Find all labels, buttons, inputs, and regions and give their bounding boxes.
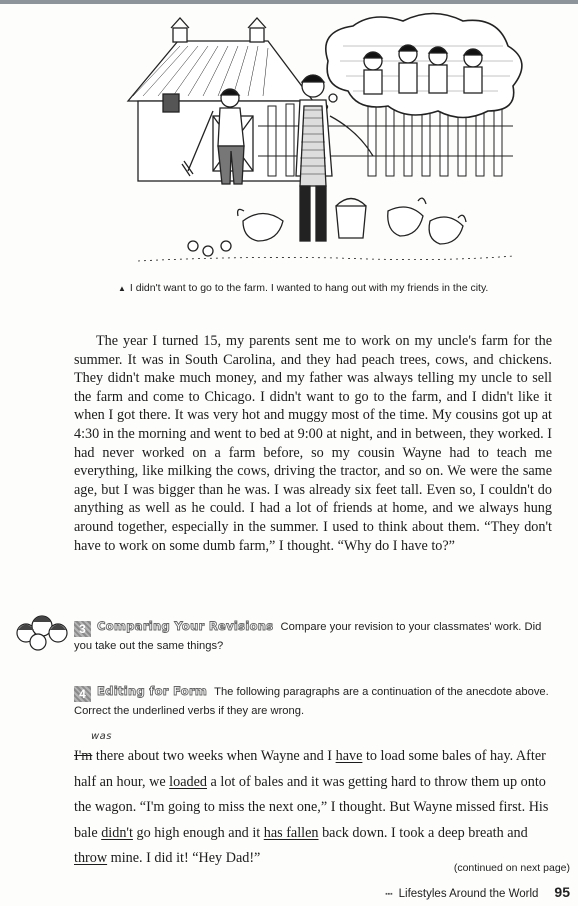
section-number-badge: 4 (74, 686, 91, 702)
farm-illustration (118, 6, 538, 276)
handwritten-correction: was (91, 731, 113, 742)
section-title: Editing for Form (97, 684, 208, 698)
story-paragraph: The year I turned 15, my parents sent me to work on my uncle's farm for the summer. It was in South Carolina, and they had peach trees, cows, and chickens. They didn't make much money, and my father was always telling my uncle to sell the farm and come to Chicago. I didn't want to go to the farm, and I didn't like it when I got there. It was very hot and muggy most of the time. My cousins got up at 4:30 in the morning and went to bed at 9:00 at night, and in between, they worked. I had never worked on a farm before, so my cousin Wayne had to teach me everything, like milking the cows, driving the tractor, and so on. We were the same age, but I was bigger than he was. I was already six feet tall. Even so, I couldn't do anything as well as he could. I had a lot of friends at home, and we always hung around together, especially in the summer. I used to think about them. “They don't have to work on some dumb farm,” I thought. “Why do I have to?” (74, 333, 552, 554)
running-title: Lifestyles Around the World (398, 888, 539, 900)
section-instructions: Compare your revision to your classmates' work. Did you take out the same things? (74, 621, 542, 652)
figure-caption (118, 282, 538, 294)
exercise-text: a lot of bales and it was getting hard to throw them up onto the wagon. “I'm going to miss the next one,” I thought. But Wayne missed first. His bale (74, 773, 549, 841)
underlined-verb: has fallen (263, 824, 319, 841)
exercise-paragraph (74, 744, 552, 872)
section-editing-for-form (74, 682, 554, 720)
page-number: 95 (554, 884, 570, 900)
exercise-text: to load some bales of hay. After half an hour, we (74, 748, 546, 790)
section-number-badge: 3 (74, 621, 91, 637)
group-heads-icon (14, 609, 70, 653)
underlined-verb: didn't (101, 824, 133, 841)
exercise-text: back down. I took a deep breath and (318, 824, 528, 841)
exercise-text: there about two weeks when Wayne and I (92, 748, 336, 764)
exercise-text: go high enough and it (132, 824, 264, 841)
continued-note: (continued on next page) (453, 862, 570, 874)
crossed-out-verb: I'm (74, 748, 93, 764)
page-footer (385, 884, 570, 900)
triangle-marker-icon: ▲ (118, 284, 126, 293)
footer-ornament-icon: ▪▪▪ (385, 891, 393, 898)
exercise-text: mine. I did it! “Hey Dad!” (107, 850, 261, 866)
section-comparing-revisions (74, 617, 554, 655)
section-title: Comparing Your Revisions (97, 619, 274, 633)
underlined-verb: have (335, 748, 363, 764)
caption-text: I didn't want to go to the farm. I wanted to hang out with my friends in the city. (129, 282, 489, 294)
underlined-verb: loaded (169, 773, 207, 790)
top-border (0, 0, 578, 4)
underlined-verb: throw (74, 850, 108, 866)
section-instructions: The following paragraphs are a continuation of the anecdote above. Correct the underlined verbs if they are wrong. (74, 686, 549, 717)
